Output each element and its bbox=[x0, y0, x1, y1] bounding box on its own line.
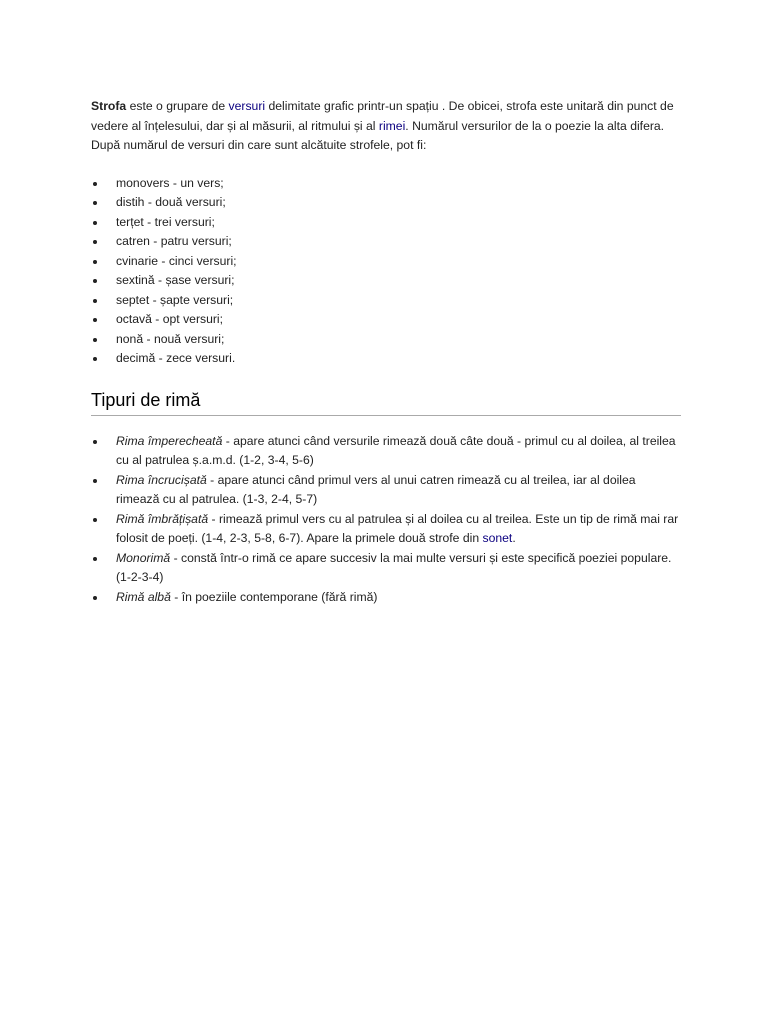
link-sonet[interactable]: sonet bbox=[482, 531, 513, 545]
rhyme-desc: - apare atunci când primul vers al unui catren rimează cu al treilea, iar al doilea rimează cu al patrulea. (1-3, 2-4, 5-7) bbox=[116, 472, 636, 506]
rhyme-desc: - în poeziile contemporane (fără rimă) bbox=[170, 589, 378, 604]
rhyme-desc-end: . bbox=[512, 531, 516, 545]
list-item: distih - două versuri; bbox=[91, 193, 681, 213]
rhyme-name: Rima încrucișată bbox=[116, 472, 207, 487]
list-item bbox=[91, 471, 681, 510]
rhyme-desc: - apare atunci când versurile rimează două câte două - primul cu al doilea, al treilea cu al patrulea ș.a.m.d. (1-2, 3-4, 5-6) bbox=[116, 433, 676, 467]
list-item bbox=[91, 588, 681, 608]
list-item: octavă - opt versuri; bbox=[91, 310, 681, 330]
list-item: sextină - șase versuri; bbox=[91, 271, 681, 291]
list-item bbox=[91, 549, 681, 588]
intro-text-2: delimitate grafic printr-un spațiu . De obicei, strofa este unitară din punct de vedere al înțelesului, dar și al măsurii, al ritmului și al bbox=[91, 99, 674, 133]
rhyme-name: Rimă îmbrățișată bbox=[116, 511, 209, 526]
list-item: decimă - zece versuri. bbox=[91, 349, 681, 369]
rhyme-desc: - constă într-o rimă ce apare succesiv la mai multe versuri și este specifică poeziei populare. (1-2-3-4) bbox=[116, 550, 672, 584]
link-versuri[interactable]: versuri bbox=[228, 99, 266, 113]
list-item: nonă - nouă versuri; bbox=[91, 330, 681, 350]
list-item: septet - șapte versuri; bbox=[91, 291, 681, 311]
list-item: catren - patru versuri; bbox=[91, 232, 681, 252]
rhyme-desc: - rimează primul vers cu al patrulea și al doilea cu al treilea. Este un tip de rimă mai rar folosit de poeți. (1-4, 2-3, 5-8, 6-7). Apare la primele două strofe din bbox=[116, 511, 679, 545]
intro-text-3: . Numărul versurilor de la o poezie la alta difera. După numărul de versuri din care sunt alcătuite strofele, pot fi: bbox=[91, 118, 665, 152]
list-item: terțet - trei versuri; bbox=[91, 213, 681, 233]
term-strofa: Strofa bbox=[91, 99, 127, 113]
rhyme-types-list bbox=[91, 432, 681, 608]
intro-paragraph bbox=[91, 97, 681, 156]
list-item bbox=[91, 510, 681, 549]
section-heading: Tipuri de rimă bbox=[91, 387, 681, 416]
intro-text-1: este o grupare de bbox=[126, 99, 229, 113]
document-content bbox=[91, 97, 681, 607]
link-rimei[interactable]: rimei bbox=[378, 118, 406, 133]
rhyme-name: Rima împerecheată bbox=[116, 433, 223, 448]
stanza-types-list bbox=[91, 174, 681, 369]
list-item: cvinarie - cinci versuri; bbox=[91, 252, 681, 272]
rhyme-name: Rimă albă bbox=[116, 589, 171, 604]
list-item: monovers - un vers; bbox=[91, 174, 681, 194]
list-item bbox=[91, 432, 681, 471]
rhyme-name: Monorimă bbox=[116, 550, 171, 565]
